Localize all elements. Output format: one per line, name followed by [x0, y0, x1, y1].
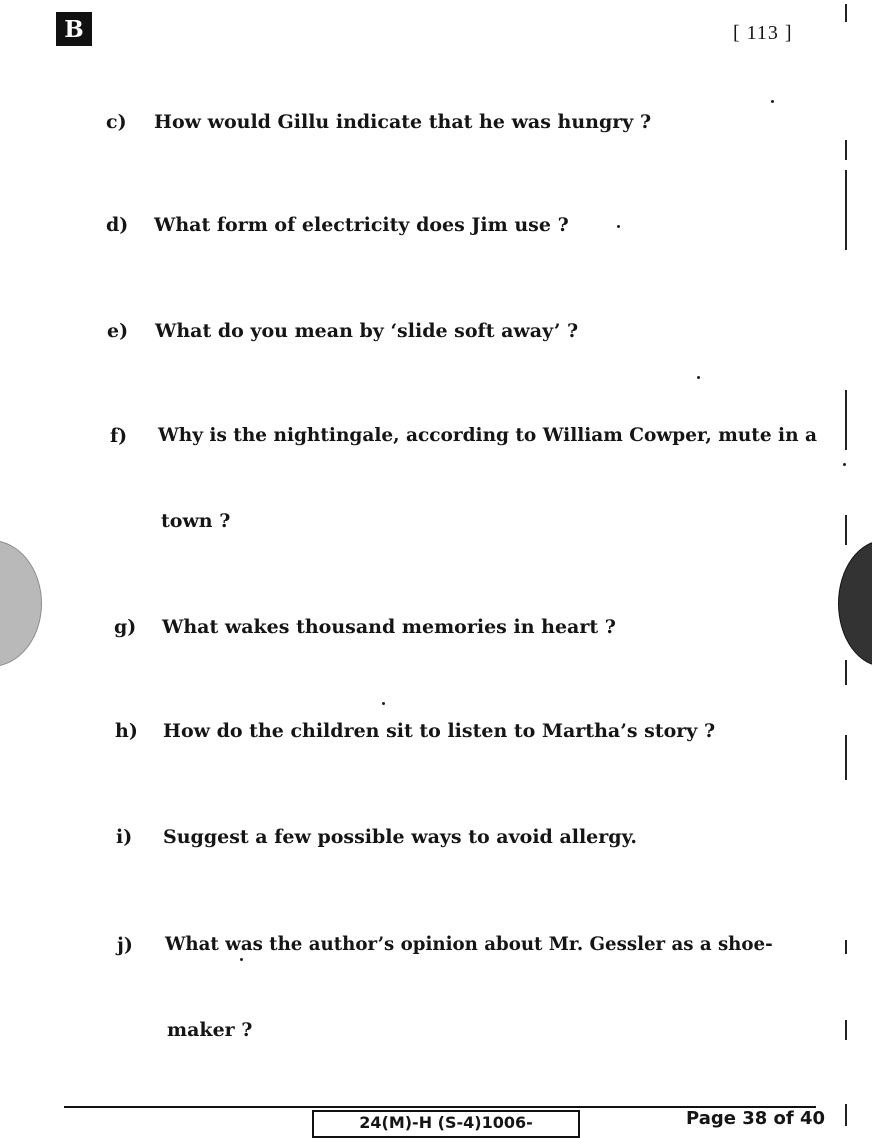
- question-text: Suggest a few possible ways to avoid allergy.: [163, 826, 638, 848]
- question-text: How would Gillu indicate that he was hungry ?: [154, 111, 652, 133]
- question-text: Why is the nightingale, according to William Cowper, mute in a: [158, 425, 817, 446]
- question-text: What form of electricity does Jim use ?: [154, 214, 569, 236]
- page-edge-line: [845, 940, 847, 954]
- speck: [382, 702, 385, 705]
- question-text: How do the children sit to listen to Martha’s story ?: [163, 720, 716, 742]
- page-edge-line: [845, 390, 847, 450]
- question-text: What wakes thousand memories in heart ?: [162, 616, 616, 638]
- footer-page-indicator: Page 38 of 40: [686, 1108, 826, 1129]
- speck: [240, 958, 243, 961]
- question-label: i): [116, 826, 133, 848]
- page-edge-line: [845, 515, 847, 545]
- question-text: What was the author’s opinion about Mr. Gessler as a shoe-: [165, 934, 773, 955]
- question-f-continuation: town ?: [161, 510, 231, 532]
- punch-hole-right: [838, 540, 872, 667]
- page-edge-line: [845, 4, 847, 22]
- speck: [617, 225, 620, 228]
- question-label: c): [106, 111, 127, 133]
- page-edge-line: [845, 735, 847, 780]
- page-edge-line: [845, 140, 847, 160]
- question-label: e): [107, 320, 129, 342]
- page-edge-line: [845, 1104, 847, 1126]
- question-label: f): [110, 425, 128, 447]
- question-label: g): [114, 616, 137, 638]
- page-edge-line: [845, 1020, 847, 1040]
- page-edge-line: [845, 660, 847, 685]
- question-label: j): [117, 934, 133, 956]
- question-text: What do you mean by ‘slide soft away’ ?: [155, 320, 579, 342]
- question-label: h): [115, 720, 138, 742]
- speck: [771, 100, 774, 103]
- page-edge-line: [845, 170, 847, 250]
- punch-hole-left: [0, 540, 42, 667]
- speck: [843, 463, 846, 466]
- section-badge: B: [56, 12, 92, 46]
- footer-paper-code: 24(M)-H (S-4)1006-: [312, 1110, 580, 1138]
- speck: [697, 376, 700, 379]
- page-number: [ 113 ]: [733, 22, 793, 44]
- question-label: d): [106, 214, 129, 236]
- question-j-continuation: maker ?: [167, 1019, 253, 1041]
